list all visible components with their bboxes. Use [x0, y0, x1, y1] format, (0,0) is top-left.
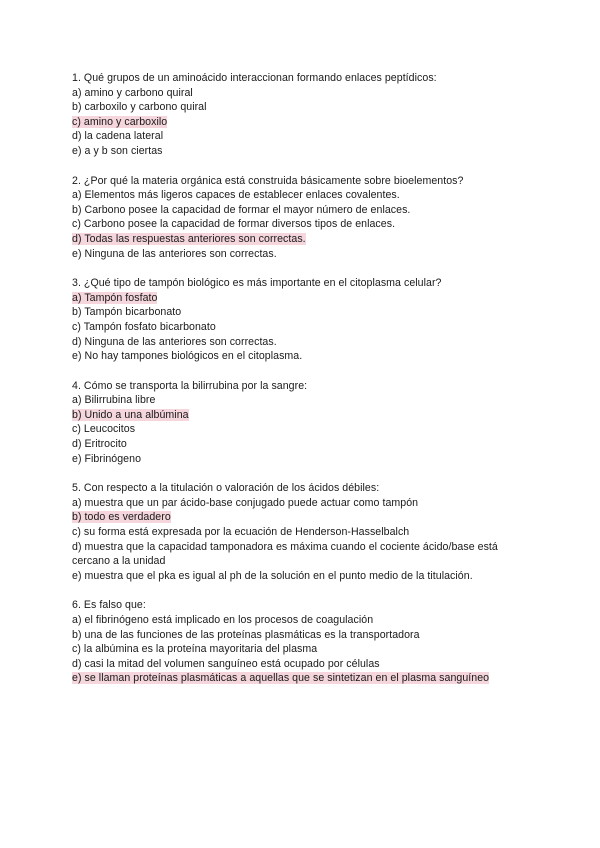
answer-option-b	[72, 203, 532, 218]
answer-option-c	[72, 525, 532, 540]
answer-option-c	[72, 217, 532, 232]
answer-option-b	[72, 100, 532, 115]
answer-option-e	[72, 671, 532, 686]
answer-option-d	[72, 657, 532, 672]
question-stem: 2. ¿Por qué la materia orgánica está construida básicamente sobre bioelementos?	[72, 174, 464, 187]
question-stem: 6. Es falso que:	[72, 599, 146, 612]
question-5	[72, 481, 532, 583]
answer-option-c	[72, 422, 532, 437]
answer-option-e	[72, 569, 532, 584]
question-4	[72, 379, 532, 467]
answer-option-d	[72, 335, 532, 350]
highlighted-answer: d) Todas las respuestas anteriores son correctas.	[72, 232, 306, 245]
question-list	[72, 71, 532, 701]
answer-option-b	[72, 305, 532, 320]
answer-option-text: d) muestra que la capacidad tamponadora es máxima cuando el cociente ácido/base está cercano a la unidad	[72, 540, 498, 568]
answer-option-text: c) Tampón fosfato bicarbonato	[72, 320, 216, 333]
highlighted-answer: b) todo es verdadero	[72, 511, 171, 524]
answer-option-text: a) Bilirrubina libre	[72, 394, 156, 407]
answer-option-a	[72, 86, 532, 101]
question-stem: 3. ¿Qué tipo de tampón biológico es más importante en el citoplasma celular?	[72, 277, 442, 290]
answer-option-text: b) Tampón bicarbonato	[72, 306, 182, 319]
answer-option-b	[72, 408, 532, 423]
answer-option-text: b) Carbono posee la capacidad de formar el mayor número de enlaces.	[72, 203, 411, 216]
question-stem: 5. Con respecto a la titulación o valoración de los ácidos débiles:	[72, 482, 380, 495]
answer-option-c	[72, 320, 532, 335]
answer-option-a	[72, 393, 532, 408]
question-2	[72, 174, 532, 262]
answer-option-text: c) Leucocitos	[72, 423, 136, 436]
question-1	[72, 71, 532, 159]
answer-option-text: a) Elementos más ligeros capaces de establecer enlaces covalentes.	[72, 189, 400, 202]
answer-option-d	[72, 232, 532, 247]
highlighted-answer: e) se llaman proteínas plasmáticas a aquellas que se sintetizan en el plasma sanguíneo	[72, 672, 490, 685]
answer-option-b	[72, 628, 532, 643]
answer-option-d	[72, 437, 532, 452]
answer-option-d	[72, 540, 532, 569]
answer-option-e	[72, 452, 532, 467]
answer-option-c	[72, 115, 532, 130]
answer-option-text: e) Fibrinógeno	[72, 452, 142, 465]
answer-option-text: c) Carbono posee la capacidad de formar diversos tipos de enlaces.	[72, 218, 396, 231]
question-3	[72, 276, 532, 364]
answer-option-e	[72, 144, 532, 159]
answer-option-text: e) Ninguna de las anteriores son correctas.	[72, 247, 277, 260]
answer-option-text: a) amino y carbono quiral	[72, 86, 193, 99]
highlighted-answer: a) Tampón fosfato	[72, 291, 158, 304]
answer-option-a	[72, 496, 532, 511]
answer-option-a	[72, 613, 532, 628]
answer-option-text: d) Ninguna de las anteriores son correctas.	[72, 335, 277, 348]
highlighted-answer: c) amino y carboxilo	[72, 115, 168, 128]
answer-option-text: d) casi la mitad del volumen sanguíneo está ocupado por células	[72, 657, 380, 670]
answer-option-text: e) No hay tampones biológicos en el citoplasma.	[72, 350, 303, 363]
answer-option-text: c) su forma está expresada por la ecuación de Henderson-Hasselbalch	[72, 526, 410, 539]
answer-option-text: b) una de las funciones de las proteínas plasmáticas es la transportadora	[72, 628, 420, 641]
question-stem: 1. Qué grupos de un aminoácido interaccionan formando enlaces peptídicos:	[72, 72, 437, 84]
question-6	[72, 598, 532, 686]
answer-option-e	[72, 247, 532, 262]
answer-option-text: e) muestra que el pka es igual al ph de la solución en el punto medio de la titulación.	[72, 569, 473, 582]
answer-option-text: a) el fibrinógeno está implicado en los procesos de coagulación	[72, 614, 374, 626]
answer-option-b	[72, 510, 532, 525]
answer-option-a	[72, 291, 532, 306]
answer-option-text: a) muestra que un par ácido-base conjugado puede actuar como tampón	[72, 496, 419, 509]
answer-option-text: b) carboxilo y carbono quiral	[72, 101, 207, 114]
answer-option-text: d) Eritrocito	[72, 438, 127, 451]
answer-option-c	[72, 642, 532, 657]
answer-option-e	[72, 349, 532, 364]
answer-option-text: d) la cadena lateral	[72, 130, 164, 143]
answer-option-d	[72, 129, 532, 144]
answer-option-a	[72, 188, 532, 203]
answer-option-text: e) a y b son ciertas	[72, 144, 163, 157]
question-stem: 4. Cómo se transporta la bilirrubina por la sangre:	[72, 379, 308, 392]
highlighted-answer: b) Unido a una albúmina	[72, 408, 189, 421]
answer-option-text: c) la albúmina es la proteína mayoritaria del plasma	[72, 643, 318, 656]
